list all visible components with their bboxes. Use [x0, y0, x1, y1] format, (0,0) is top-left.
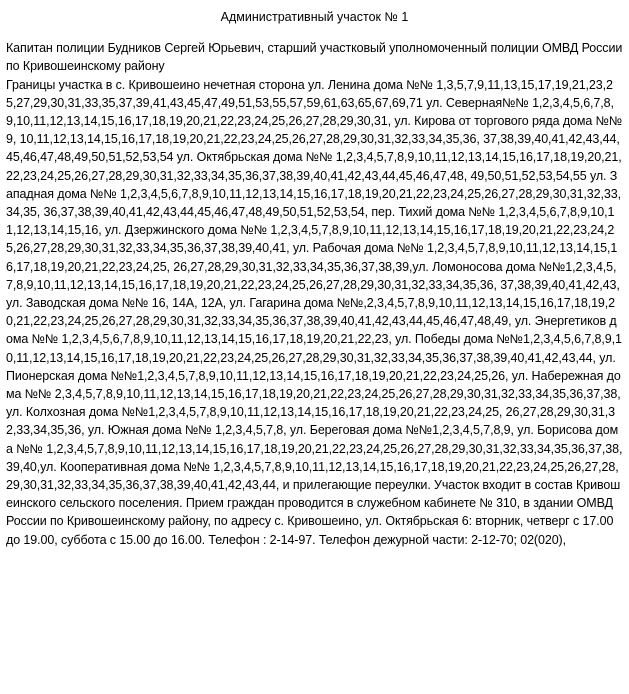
document-title: Административный участок № 1 [220, 10, 409, 24]
document-body: Капитан полиции Будников Сергей Юрьевич, старший участковый уполномоченный полиции ОМВД России по Кривошеинскому району Границы участка в с. Кривошеино нечетная сторона ул. Ленина дома №№ 1,3,5,7,9,11,13,15,17,19,21,23,25,27,29,30,31,33,35,37,39,41,43,45,47,49,51,53,55,57,59,61,63,65,67,69,71 ул. Северная№№ 1,2,3,4,5,6,7,8,9,10,11,12,13,14,15,16,17,18,19,20,21,22,23,24,25,26,27,28,29,30,31, ул. Кирова от торгового ряда дома №№ 9, 10,11,12,13,14,15,16,17,18,19,20,21,22,23,24,25,26,27,28,29,30,31,32,33,34,35,36, 37,38,39,40,41,42,43,44,45,46,47,48,49,50,51,52,53,54 ул. Октябрьская дома №№ 1,2,3,4,5,7,8,9,10,11,12,13,14,15,16,17,18,19,20,21,22,23,24,25,26,27,28,29,30,31,32,33,34,35,36,37,38,39,40,41,42,43,44,45,46,47,48, 49,50,51,52,53,54,55 ул. Западная дома №№ 1,2,3,4,5,6,7,8,9,10,11,12,13,14,15,16,17,18,19,20,21,22,23,24,25,26,27,28,29,30,31,32,33,34,35, 36,37,38,39,40,41,42,43,44,45,46,47,48,49,50,51,52,53,54, пер. Тихий дома №№ 1,2,3,4,5,6,7,8,9,10,11,12,13,14,15,16, ул. Дзержинского дома №№ 1,2,3,4,5,7,8,9,10,11,12,13,14,15,16,17,18,19,20,21,22,23,24,25,26,27,28,29,30,31,32,33,34,35,36,37,38,39,40,41, ул. Рабочая дома №№ 1,2,3,4,5,7,8,9,10,11,12,13,14,15,16,17,18,19,20,21,22,23,24,25, 26,27,28,29,30,31,32,33,34,35,36,37,38,39,ул. Ломоносова дома №№1,2,3,4,5,7,8,9,10,11,12,13,14,15,16,17,18,19,20,21,22,23,24,25,26,27,28,29,30,31,32,33,34,35,36, 37,38,39,40,41,42,43, ул. Заводская дома №№ 16, 14А, 12А, ул. Гагарина дома №№,2,3,4,5,7,8,9,10,11,12,13,14,15,16,17,18,19,20,21,22,23,24,25,26,27,28,29,30,31,32,33,34,35,36,37,38,39,40,41,42,43,44,45,46,47,48,49, ул. Энергетиков дома №№ 1,2,3,4,5,6,7,8,9,10,11,12,13,14,15,16,17,18,19,20,21,22,23, ул. Победы дома №№1,2,3,4,5,6,7,8,9,10,11,12,13,14,15,16,17,18,19,20,21,22,23,24,25,26,27,28,29,30,31,32,33,34,35,36,37,38,39,40,41,42,43,44, ул. Пионерская дома №№1,2,3,4,5,7,8,9,10,11,12,13,14,15,16,17,18,19,20,21,22,23,24,25,26, ул. Набережная дома №№ 2,3,4,5,7,8,9,10,11,12,13,14,15,16,17,18,19,20,21,22,23,24,25,26,27,28,29,30,31,32,33,34,35,36,37,38, ул. Колхозная дома №№1,2,3,4,5,7,8,9,10,11,12,13,14,15,16,17,18,19,20,21,22,23,24,25, 26,27,28,29,30,31,32,33,34,35,36, ул. Южная дома №№ 1,2,3,4,5,7,8, ул. Береговая дома №№1,2,3,4,5,7,8,9, ул. Борисова дома №№ 1,2,3,4,5,7,8,9,10,11,12,13,14,15,16,17,18,19,20,21,22,23,24,25,26,27,28,29,30,31,32,33,34,35,36,37,38,39,40,ул. Кооперативная дома №№ 1,2,3,4,5,7,8,9,10,11,12,13,14,15,16,17,18,19,20,21,22,23,24,25,26,27,28,29,30,31,32,33,34,35,36,37,38,39,40,41,42,43,44, и прилегающие переулки. Участок входит в состав Кривошеинского сельского поселения. Прием граждан проводится в служебном кабинете № 310, в здании ОМВД России по Кривошеинскому району, по адресу с. Кривошеино, ул. Октябрьская 6: вторник, четверг с 17.00 до 19.00, суббота с 15.00 до 16.00. Телефон : 2-14-97. Телефон дежурной части: 2-12-70; 02(020), [6, 41, 623, 547]
